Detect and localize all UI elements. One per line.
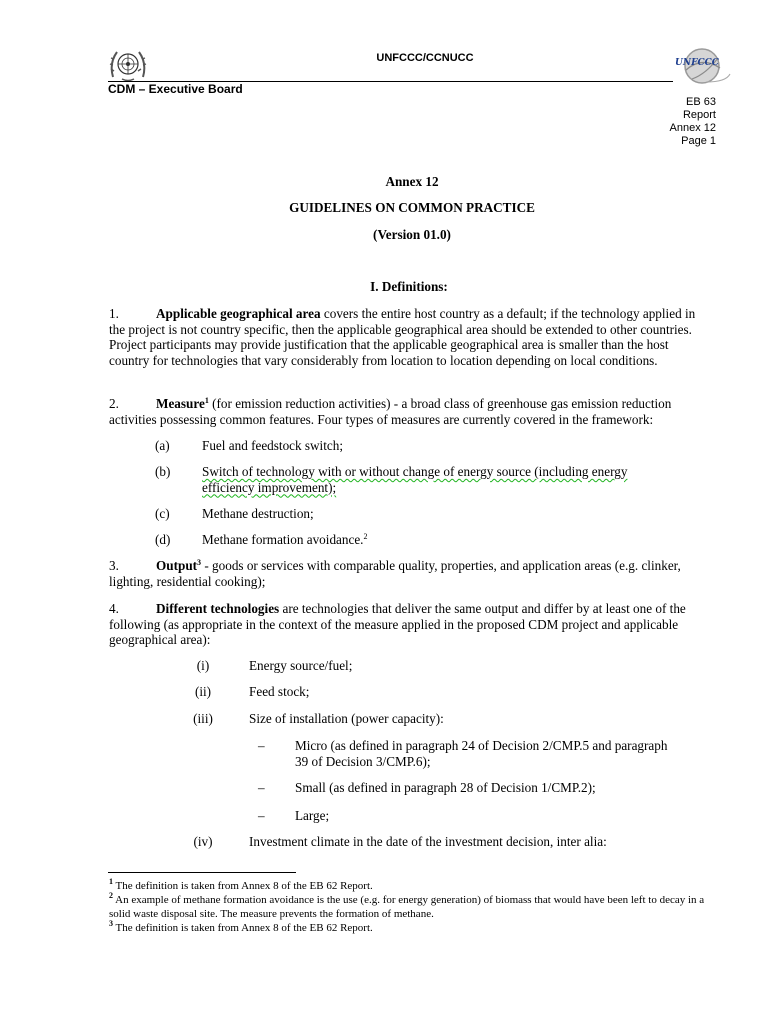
list-label: (b): [155, 464, 171, 479]
paragraph-1: [109, 306, 709, 368]
para-number: 3.: [109, 558, 119, 573]
list-item: [202, 532, 672, 548]
para-text: are technologies that deliver the same output and differ by at least one of the following (as appropriate in the context of the measure applied in the proposed CDM project and applicable geographical area):: [109, 601, 686, 647]
footnote-separator: [108, 872, 296, 873]
list-label: (iv): [193, 834, 213, 849]
unfccc-logo: [672, 44, 732, 88]
header-org: UNFCCC/CCNUCC: [376, 52, 474, 64]
footnote-number: 3: [109, 919, 113, 928]
list-label: (iii): [193, 711, 213, 726]
list-item-text: Switch of technology with or without change of energy source (including energy efficiency improvement);: [202, 464, 628, 495]
sub-list-item: Small (as defined in paragraph 28 of Decision 1/CMP.2);: [295, 780, 596, 795]
footnote-text: The definition is taken from Annex 8 of the EB 62 Report.: [113, 880, 373, 892]
list-label: (d): [155, 532, 171, 547]
list-item: Feed stock;: [249, 684, 310, 699]
footnote-number: 2: [109, 891, 113, 900]
para-number: 1.: [109, 306, 119, 321]
doc-title: GUIDELINES ON COMMON PRACTICE: [289, 200, 535, 215]
sub-list-item: Micro (as defined in paragraph 24 of Decision 2/CMP.5 and paragraph 39 of Decision 3/CMP.6);: [295, 738, 668, 769]
footnote-3: [109, 921, 709, 935]
dash-bullet: –: [258, 738, 265, 753]
paragraph-4: [109, 601, 709, 648]
header-board: CDM – Executive Board: [108, 82, 243, 96]
list-item: Energy source/fuel;: [249, 658, 353, 673]
footnote-text: The definition is taken from Annex 8 of the EB 62 Report.: [113, 922, 373, 934]
header-reference: [600, 96, 716, 148]
para-text: - goods or services with comparable quality, properties, and application areas (e.g. clinker, lighting, residential cooking);: [109, 558, 681, 589]
footnote-number: 1: [109, 877, 113, 886]
list-item-grammar-flagged: [202, 464, 672, 495]
sub-list-item: Large;: [295, 808, 330, 823]
list-label: (i): [196, 658, 210, 673]
footnote-text: An example of methane formation avoidance is the use (e.g. for energy generation) of biomass that would have been left to decay in a solid waste disposal site. The measure prevents the formation of methane.: [109, 894, 705, 920]
footnote-ref: 3: [197, 558, 202, 567]
term-geographical-area: Applicable geographical area: [156, 306, 321, 321]
annex-title: Annex 12: [385, 174, 439, 189]
footnote-1: [109, 879, 709, 893]
doc-version: (Version 01.0): [373, 227, 451, 242]
term-different-technologies: Different technologies: [156, 601, 280, 616]
logo-text: UNFCCC: [675, 58, 719, 68]
list-item: Investment climate in the date of the investment decision, inter alia:: [249, 834, 607, 849]
list-item: Fuel and feedstock switch;: [202, 438, 343, 453]
footnote-ref: 2: [363, 532, 368, 541]
dash-bullet: –: [258, 780, 265, 795]
paragraph-2: [109, 396, 709, 427]
term-output: Output: [156, 558, 198, 573]
section-heading: I. Definitions:: [370, 279, 448, 294]
ref-report: Report: [682, 109, 716, 121]
para-number: 2.: [109, 396, 119, 411]
ref-eb: EB 63: [686, 96, 716, 108]
list-label: (ii): [194, 684, 212, 699]
term-measure: Measure: [156, 396, 205, 411]
ref-page: Page 1: [681, 135, 716, 147]
para-number: 4.: [109, 601, 119, 616]
list-item: Size of installation (power capacity):: [249, 711, 444, 726]
list-label: (a): [155, 438, 170, 453]
list-label: (c): [155, 506, 170, 521]
dash-bullet: –: [258, 808, 265, 823]
list-item: Methane destruction;: [202, 506, 314, 521]
paragraph-3: [109, 558, 709, 589]
footnote-ref: 1: [204, 396, 209, 405]
para-text: (for emission reduction activities) - a broad class of greenhouse gas emission reduction activities possessing common features. Four types of measures are currently covered in the framework:: [109, 396, 672, 427]
footnote-2: [109, 893, 709, 921]
ref-annex: Annex 12: [669, 122, 716, 134]
list-item-text: Methane formation avoidance.: [202, 532, 364, 547]
para-text: covers the entire host country as a default; if the technology applied in the project is not country specific, then the applicable geographical area should be extended to other countries. Project participants may provide justification that the applicable geographical area is smaller than the host country for technologies that vary considerably from location to location depending on local conditions.: [109, 306, 696, 368]
